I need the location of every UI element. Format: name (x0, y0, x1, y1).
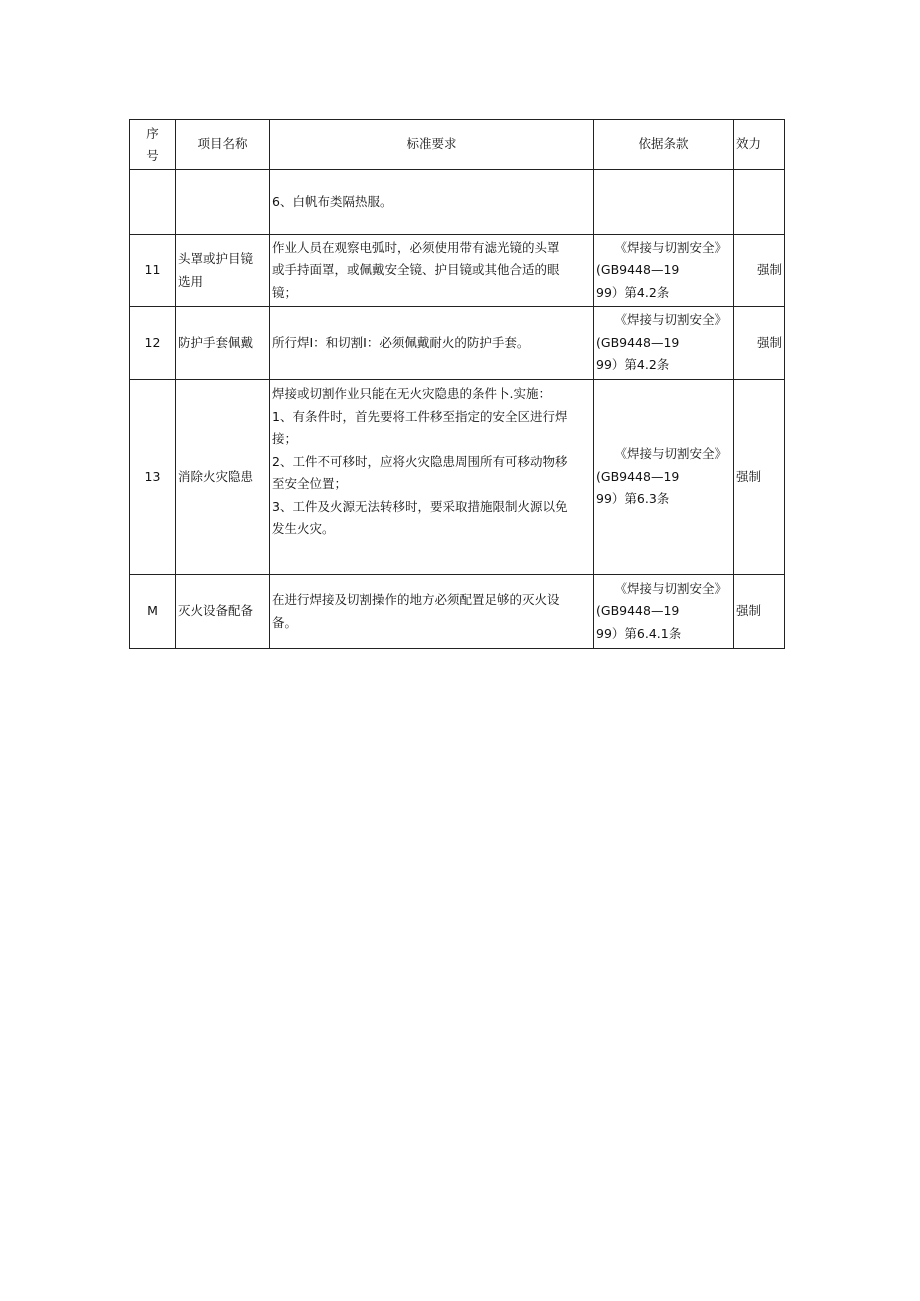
requirement-line: 2、工件不可移时，应将火灾隐患周围所有可移动物移 (272, 453, 568, 469)
row-item-name (176, 380, 270, 575)
reference-line: 《焊接与切割安全》 (614, 312, 727, 328)
safety-requirements-table (129, 119, 785, 649)
row-item-name (176, 575, 270, 649)
header-serial-number (130, 120, 176, 170)
row-effect: 强制 (734, 575, 785, 649)
row-reference (594, 380, 734, 575)
requirement-line: 1、有条件时，首先要将工件移至指定的安全区进行焊 (272, 408, 568, 424)
requirement-line: 焊接或切割作业只能在无火灾隐患的条件卜.实施： (272, 386, 551, 401)
row-requirement (270, 170, 594, 235)
item-name-line: 消除火灾隐患 (178, 468, 254, 484)
row-requirement (270, 235, 594, 307)
row-reference (594, 307, 734, 380)
reference-line: 99）第4.2条 (596, 357, 670, 373)
reference-line: (GB9448—19 (596, 468, 680, 484)
table-row (130, 380, 785, 575)
header-basis-clause: 依据条款 (594, 120, 734, 170)
header-effect: 效力 (734, 120, 785, 170)
requirement-line: 发生火灾。 (272, 521, 335, 536)
requirement-line: 所行焊I：和切割I：必须佩戴耐火的防护手套。 (272, 334, 530, 350)
row-item-name (176, 235, 270, 307)
item-name-line: 防护手套佩戴 (178, 334, 254, 350)
requirement-line: 6、白帆布类隔热服。 (272, 194, 393, 210)
table-row (130, 170, 785, 235)
table-row (130, 575, 785, 649)
requirement-line: 接； (272, 431, 298, 446)
reference-line: 《焊接与切割安全》 (614, 239, 727, 255)
table-row (130, 307, 785, 380)
row-serial-number: 13 (130, 380, 176, 575)
item-name-line: 选用 (178, 273, 204, 289)
row-serial-number: 12 (130, 307, 176, 380)
requirement-line: 作业人员在观察电弧时，必须使用带有滤光镜的头罩 (272, 239, 560, 255)
row-requirement (270, 307, 594, 380)
requirement-line: 至安全位置； (272, 476, 348, 491)
row-effect: 强制 (734, 307, 785, 380)
table-header-row (130, 120, 785, 170)
row-effect (734, 170, 785, 235)
item-name-line: 灭火设备配备 (178, 603, 254, 619)
header-serial-line2: 号 (146, 147, 159, 163)
reference-line: (GB9448—19 (596, 262, 680, 278)
row-effect: 强制 (734, 235, 785, 307)
reference-line: 99）第6.3条 (596, 491, 670, 507)
row-serial-number (130, 170, 176, 235)
requirement-line: 在进行焊接及切割操作的地方必须配置足够的灭火设 (272, 592, 560, 607)
reference-line: 《焊接与切割安全》 (614, 446, 727, 462)
table-row (130, 235, 785, 307)
requirement-line: 备。 (272, 614, 298, 630)
row-requirement (270, 575, 594, 649)
reference-line: (GB9448—19 (596, 603, 680, 619)
reference-line: 《焊接与切割安全》 (614, 580, 727, 596)
requirement-line: 3、工件及火源无法转移时，要采取措施限制火源以免 (272, 498, 568, 514)
row-item-name (176, 307, 270, 380)
row-reference (594, 170, 734, 235)
row-reference (594, 235, 734, 307)
header-serial-line1: 序 (146, 125, 159, 141)
row-requirement (270, 380, 594, 575)
row-serial-number: 11 (130, 235, 176, 307)
row-effect: 强制 (734, 380, 785, 575)
item-name-line: 头罩或护目镜 (178, 251, 254, 266)
reference-line: 99）第4.2条 (596, 284, 670, 300)
header-standard-requirement: 标准要求 (270, 120, 594, 170)
requirement-line: 镜； (272, 284, 298, 300)
row-item-name (176, 170, 270, 235)
reference-line: 99）第6.4.1条 (596, 625, 682, 641)
header-item-name: 项目名称 (176, 120, 270, 170)
requirement-line: 或手持面罩，或佩戴安全镜、护目镜或其他合适的眼 (272, 262, 560, 278)
row-reference (594, 575, 734, 649)
row-serial-number: M (130, 575, 176, 649)
reference-line: (GB9448—19 (596, 334, 680, 350)
